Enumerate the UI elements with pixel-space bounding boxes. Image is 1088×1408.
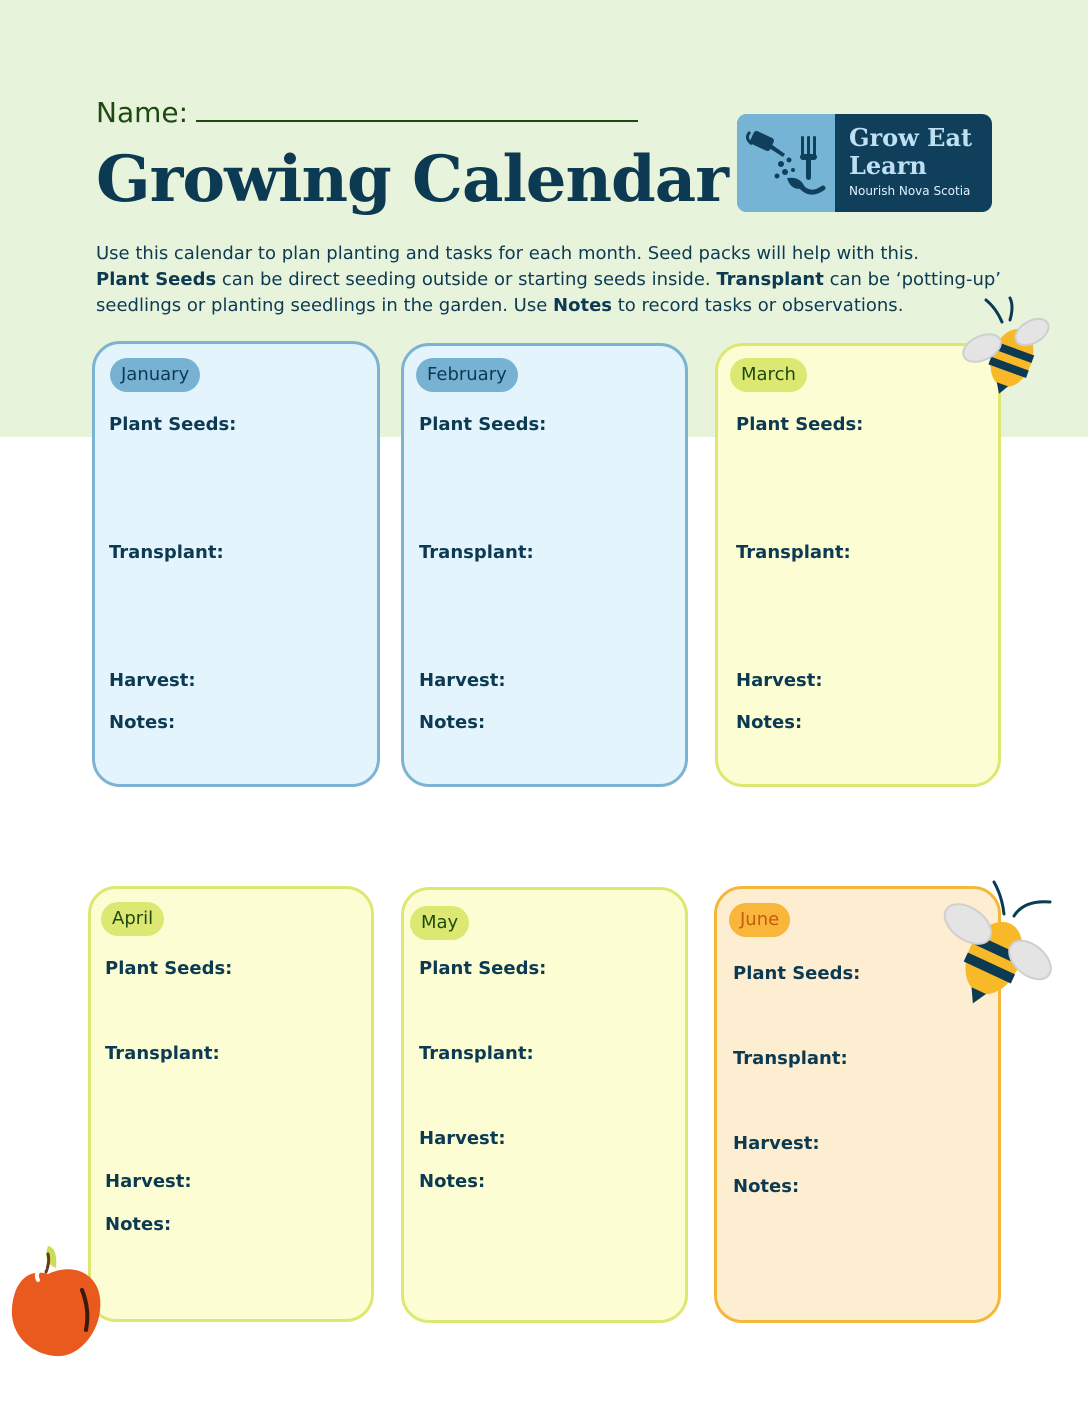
intro-term-plant-seeds: Plant Seeds: [96, 269, 217, 290]
harvest-label: Harvest:: [419, 1128, 506, 1149]
month-card-january[interactable]: [92, 341, 380, 787]
harvest-label: Harvest:: [733, 1133, 820, 1154]
harvest-label: Harvest:: [736, 670, 823, 691]
bee-icon: [958, 296, 1054, 396]
notes-label: Notes:: [419, 712, 486, 733]
bee-icon: [938, 878, 1058, 1010]
transplant-label: Transplant:: [419, 542, 534, 563]
transplant-label: Transplant:: [109, 542, 224, 563]
watering-can-fork-sprout-icon: [737, 114, 835, 212]
notes-label: Notes:: [109, 712, 176, 733]
logo-icon-panel: [737, 114, 835, 212]
intro-text: [96, 241, 1006, 319]
plant-seeds-label: Plant Seeds:: [109, 414, 237, 435]
intro-sentence-4: to record tasks or observations.: [612, 295, 904, 316]
plant-seeds-label: Plant Seeds:: [419, 414, 547, 435]
plant-seeds-label: Plant Seeds:: [105, 958, 233, 979]
plant-seeds-label: Plant Seeds:: [419, 958, 547, 979]
logo-subtitle: Nourish Nova Scotia: [849, 184, 971, 198]
month-card-may[interactable]: [401, 887, 688, 1323]
intro-term-transplant: Transplant: [716, 269, 824, 290]
intro-term-notes: Notes: [553, 295, 612, 316]
name-label: Name:: [96, 96, 189, 129]
month-card-april[interactable]: [88, 886, 374, 1322]
month-label: June: [729, 903, 790, 937]
transplant-label: Transplant:: [736, 542, 851, 563]
apple-icon: [8, 1238, 108, 1362]
plant-seeds-label: Plant Seeds:: [736, 414, 864, 435]
month-label: May: [410, 906, 469, 940]
notes-label: Notes:: [419, 1171, 486, 1192]
month-label: April: [101, 902, 164, 936]
page-title: Growing Calendar: [96, 142, 728, 217]
notes-label: Notes:: [736, 712, 803, 733]
notes-label: Notes:: [105, 1214, 172, 1235]
transplant-label: Transplant:: [733, 1048, 848, 1069]
harvest-label: Harvest:: [105, 1171, 192, 1192]
harvest-label: Harvest:: [419, 670, 506, 691]
transplant-label: Transplant:: [419, 1043, 534, 1064]
name-underline[interactable]: [196, 98, 638, 122]
name-field[interactable]: [96, 96, 638, 129]
harvest-label: Harvest:: [109, 670, 196, 691]
logo-title-line2: Learn: [849, 151, 927, 180]
month-label: March: [730, 358, 807, 392]
month-label: January: [110, 358, 200, 392]
month-label: February: [416, 358, 518, 392]
intro-sentence-1: Use this calendar to plan planting and tasks for each month. Seed packs will help with this.: [96, 243, 919, 264]
intro-sentence-2: can be direct seeding outside or starting seeds inside.: [216, 269, 717, 290]
notes-label: Notes:: [733, 1176, 800, 1197]
grow-eat-learn-logo: [737, 114, 992, 212]
transplant-label: Transplant:: [105, 1043, 220, 1064]
intro-sentence-3: can be ‘potting-up’ seedlings or planting seedlings in the garden. Use: [96, 269, 1002, 316]
logo-title-line1: Grow Eat: [849, 123, 973, 152]
month-card-march[interactable]: [715, 343, 1001, 787]
month-card-february[interactable]: [401, 343, 688, 787]
plant-seeds-label: Plant Seeds:: [733, 963, 861, 984]
